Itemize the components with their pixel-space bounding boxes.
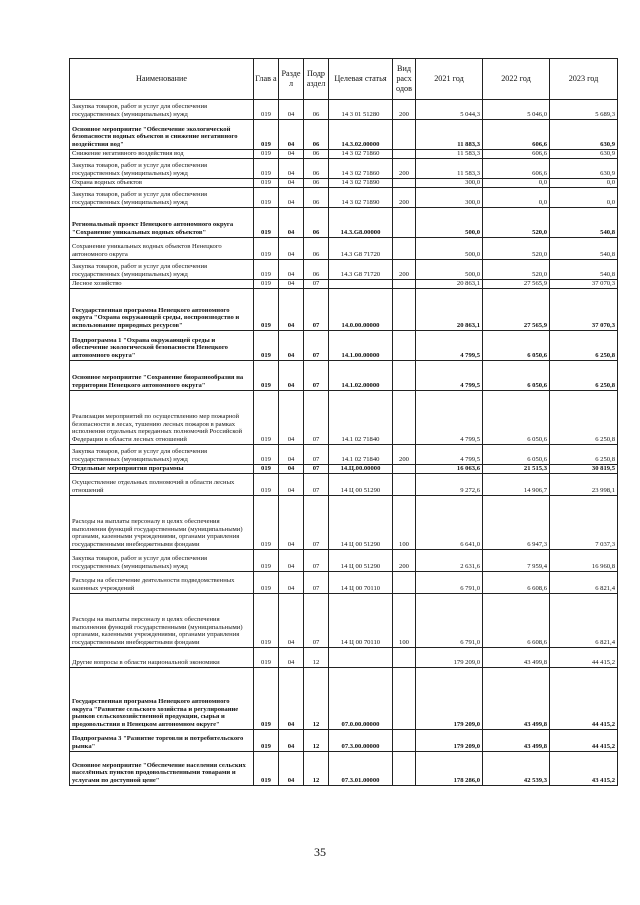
row-2022-cell: 6 947,3 (483, 496, 550, 550)
row-2021-cell: 500,0 (416, 208, 483, 238)
row-expense-type-cell: 200 (393, 100, 416, 120)
row-section-cell: 04 (279, 188, 304, 208)
row-expense-type-cell (393, 331, 416, 361)
table-row (70, 730, 618, 752)
row-expense-type-cell: 100 (393, 496, 416, 550)
row-name-cell: Сохранение уникальных водных объектов Ненецкого автономного округа (70, 238, 254, 260)
row-target-cell: 14 Ц 00 70110 (329, 572, 393, 594)
row-chapter-cell: 019 (254, 572, 279, 594)
row-expense-type-cell: 200 (393, 188, 416, 208)
row-name-cell: Подпрограмма 1 "Охрана окружающей среды и обеспечение экологической безопасности Ненецкого автономного округа" (70, 331, 254, 361)
row-target-cell: 07.3.01.00000 (329, 752, 393, 786)
row-section-cell: 04 (279, 465, 304, 474)
row-expense-type-cell (393, 668, 416, 730)
row-2021-cell: 6 641,0 (416, 496, 483, 550)
row-2023-cell: 44 415,2 (550, 648, 618, 668)
row-target-cell: 14.Ц.00.00000 (329, 465, 393, 474)
row-name-cell: Расходы на обеспечение деятельности подведомственных казенных учреждений (70, 572, 254, 594)
row-chapter-cell: 019 (254, 668, 279, 730)
row-section-cell: 04 (279, 572, 304, 594)
row-target-cell: 14.0.00.00000 (329, 289, 393, 331)
row-chapter-cell: 019 (254, 150, 279, 159)
table-row (70, 361, 618, 391)
row-target-cell: 14.1 02 71840 (329, 391, 393, 445)
row-name-cell: Закупка товаров, работ и услуг для обеспечения государственных (муниципальных) нужд (70, 188, 254, 208)
row-2023-cell: 30 819,5 (550, 465, 618, 474)
row-subsection-cell: 07 (304, 474, 329, 496)
row-2022-cell: 7 959,4 (483, 550, 550, 572)
row-target-cell: 14.3.G8.00000 (329, 208, 393, 238)
row-expense-type-cell: 200 (393, 445, 416, 465)
header-2022: 2022 год (483, 59, 550, 100)
row-name-cell: Охрана водных объектов (70, 179, 254, 188)
row-target-cell: 14 Ц 00 51290 (329, 496, 393, 550)
row-2021-cell: 20 863,1 (416, 289, 483, 331)
row-target-cell: 14 Ц 00 70110 (329, 594, 393, 648)
table-body (70, 100, 618, 786)
row-2023-cell: 6 250,8 (550, 361, 618, 391)
row-section-cell: 04 (279, 260, 304, 280)
row-subsection-cell: 12 (304, 648, 329, 668)
row-chapter-cell: 019 (254, 730, 279, 752)
row-name-cell: Закупка товаров, работ и услуг для обеспечения государственных (муниципальных) нужд (70, 260, 254, 280)
row-2022-cell: 42 539,3 (483, 752, 550, 786)
row-2021-cell: 178 286,0 (416, 752, 483, 786)
table-row (70, 280, 618, 289)
row-2021-cell: 300,0 (416, 188, 483, 208)
row-2021-cell: 6 791,0 (416, 594, 483, 648)
row-2023-cell: 0,0 (550, 179, 618, 188)
row-expense-type-cell (393, 391, 416, 445)
row-expense-type-cell (393, 208, 416, 238)
row-expense-type-cell (393, 150, 416, 159)
row-2022-cell: 6 050,6 (483, 361, 550, 391)
row-subsection-cell: 07 (304, 594, 329, 648)
row-expense-type-cell (393, 465, 416, 474)
row-chapter-cell: 019 (254, 465, 279, 474)
table-row (70, 331, 618, 361)
row-name-cell: Закупка товаров, работ и услуг для обеспечения государственных (муниципальных) нужд (70, 445, 254, 465)
row-2021-cell: 11 883,3 (416, 120, 483, 150)
row-2021-cell: 5 044,3 (416, 100, 483, 120)
row-subsection-cell: 12 (304, 730, 329, 752)
row-2022-cell: 606,6 (483, 120, 550, 150)
row-2021-cell: 4 799,5 (416, 391, 483, 445)
row-chapter-cell: 019 (254, 391, 279, 445)
row-2023-cell: 6 250,8 (550, 445, 618, 465)
row-chapter-cell: 019 (254, 188, 279, 208)
row-section-cell: 04 (279, 648, 304, 668)
row-chapter-cell: 019 (254, 752, 279, 786)
row-2022-cell: 0,0 (483, 179, 550, 188)
row-name-cell: Основное мероприятие "Обеспечение населения сельских населённых пунктов продовольственными товарами и услугами по доступной цене" (70, 752, 254, 786)
row-target-cell (329, 648, 393, 668)
row-section-cell: 04 (279, 391, 304, 445)
row-2022-cell: 0,0 (483, 188, 550, 208)
header-2023: 2023 год (550, 59, 618, 100)
row-expense-type-cell (393, 730, 416, 752)
row-expense-type-cell (393, 238, 416, 260)
row-subsection-cell: 07 (304, 572, 329, 594)
table-row (70, 496, 618, 550)
row-expense-type-cell (393, 648, 416, 668)
row-chapter-cell: 019 (254, 159, 279, 179)
row-name-cell: Другие вопросы в области национальной экономики (70, 648, 254, 668)
table-row (70, 391, 618, 445)
row-chapter-cell: 019 (254, 208, 279, 238)
row-subsection-cell: 07 (304, 445, 329, 465)
row-2023-cell: 7 037,3 (550, 496, 618, 550)
row-target-cell: 14 3 02 71860 (329, 159, 393, 179)
table-row (70, 572, 618, 594)
header-name: Наименование (70, 59, 254, 100)
row-section-cell: 04 (279, 289, 304, 331)
row-2023-cell: 6 821,4 (550, 594, 618, 648)
row-2022-cell: 43 499,8 (483, 648, 550, 668)
table-row (70, 150, 618, 159)
row-2022-cell: 606,6 (483, 150, 550, 159)
row-2022-cell: 6 050,6 (483, 445, 550, 465)
row-expense-type-cell: 100 (393, 594, 416, 648)
row-2021-cell: 9 272,6 (416, 474, 483, 496)
table-row (70, 208, 618, 238)
table-row (70, 648, 618, 668)
table-row (70, 159, 618, 179)
row-subsection-cell: 06 (304, 260, 329, 280)
row-chapter-cell: 019 (254, 238, 279, 260)
row-2023-cell: 44 415,2 (550, 730, 618, 752)
row-subsection-cell: 06 (304, 150, 329, 159)
row-2021-cell: 179 209,0 (416, 668, 483, 730)
row-section-cell: 04 (279, 752, 304, 786)
row-subsection-cell: 07 (304, 496, 329, 550)
header-expense-type: Вид расх одов (393, 59, 416, 100)
row-section-cell: 04 (279, 100, 304, 120)
row-section-cell: 04 (279, 474, 304, 496)
row-name-cell: Основное мероприятие "Сохранение биоразнообразия на территории Ненецкого автономного округа" (70, 361, 254, 391)
row-2022-cell: 27 565,9 (483, 289, 550, 331)
row-target-cell: 14.3 G8 71720 (329, 238, 393, 260)
row-2022-cell: 6 050,6 (483, 331, 550, 361)
row-expense-type-cell: 200 (393, 159, 416, 179)
row-name-cell: Осуществление отдельных полномочий в области лесных отношений (70, 474, 254, 496)
table-row (70, 474, 618, 496)
row-target-cell: 14 3 02 71860 (329, 150, 393, 159)
table-row (70, 465, 618, 474)
row-name-cell: Основное мероприятие "Обеспечение экологической безопасности водных объектов и снижение негативного воздействия вод" (70, 120, 254, 150)
row-2021-cell: 179 209,0 (416, 648, 483, 668)
row-name-cell: Лесное хозяйство (70, 280, 254, 289)
table-row (70, 668, 618, 730)
header-section: Разде л (279, 59, 304, 100)
row-subsection-cell: 07 (304, 391, 329, 445)
table-row (70, 594, 618, 648)
row-section-cell: 04 (279, 361, 304, 391)
row-expense-type-cell: 200 (393, 550, 416, 572)
row-2021-cell: 2 631,6 (416, 550, 483, 572)
row-chapter-cell: 019 (254, 648, 279, 668)
row-2023-cell: 16 960,8 (550, 550, 618, 572)
row-target-cell: 07.3.00.00000 (329, 730, 393, 752)
row-2023-cell: 0,0 (550, 188, 618, 208)
row-2023-cell: 630,9 (550, 159, 618, 179)
row-2022-cell: 606,6 (483, 159, 550, 179)
row-chapter-cell: 019 (254, 361, 279, 391)
row-2022-cell: 21 515,3 (483, 465, 550, 474)
row-expense-type-cell (393, 289, 416, 331)
row-section-cell: 04 (279, 331, 304, 361)
row-2021-cell: 16 063,6 (416, 465, 483, 474)
row-subsection-cell: 06 (304, 100, 329, 120)
table-row (70, 260, 618, 280)
row-name-cell: Закупка товаров, работ и услуг для обеспечения государственных (муниципальных) нужд (70, 100, 254, 120)
row-2022-cell: 520,0 (483, 238, 550, 260)
row-expense-type-cell (393, 179, 416, 188)
row-expense-type-cell (393, 474, 416, 496)
table-row (70, 550, 618, 572)
row-2023-cell: 630,9 (550, 150, 618, 159)
row-2021-cell: 4 799,5 (416, 445, 483, 465)
row-target-cell: 14.1 02 71840 (329, 445, 393, 465)
budget-sheet (69, 58, 617, 786)
row-subsection-cell: 07 (304, 465, 329, 474)
row-chapter-cell: 019 (254, 474, 279, 496)
row-section-cell: 04 (279, 730, 304, 752)
row-target-cell: 14.3 G8 71720 (329, 260, 393, 280)
row-chapter-cell: 019 (254, 331, 279, 361)
table-row (70, 238, 618, 260)
row-section-cell: 04 (279, 159, 304, 179)
row-2021-cell: 500,0 (416, 260, 483, 280)
row-target-cell: 14 3 02 71890 (329, 179, 393, 188)
row-section-cell: 04 (279, 280, 304, 289)
row-2022-cell: 6 608,6 (483, 594, 550, 648)
row-name-cell: Государственная программа Ненецкого автономного округа "Охрана окружающей среды, воспроизводство и использование природных ресурсов" (70, 289, 254, 331)
row-subsection-cell: 07 (304, 331, 329, 361)
row-2021-cell: 11 583,3 (416, 150, 483, 159)
row-2021-cell: 20 863,1 (416, 280, 483, 289)
row-section-cell: 04 (279, 150, 304, 159)
row-2023-cell: 5 689,3 (550, 100, 618, 120)
row-subsection-cell: 12 (304, 668, 329, 730)
row-2022-cell: 5 046,0 (483, 100, 550, 120)
row-target-cell: 07.0.00.00000 (329, 668, 393, 730)
row-chapter-cell: 019 (254, 100, 279, 120)
row-name-cell: Реализация мероприятий по осуществлению мер пожарной безопасности в лесах, тушению лесных пожаров в рамках исполнения отдельных переданных полномочий Российской Федерации в области лесных отношений (70, 391, 254, 445)
row-2022-cell: 43 499,8 (483, 730, 550, 752)
row-subsection-cell: 06 (304, 188, 329, 208)
header-chapter: Глав а (254, 59, 279, 100)
row-2023-cell: 44 415,2 (550, 668, 618, 730)
row-chapter-cell: 019 (254, 550, 279, 572)
row-2023-cell: 540,8 (550, 238, 618, 260)
row-section-cell: 04 (279, 179, 304, 188)
row-chapter-cell: 019 (254, 280, 279, 289)
row-subsection-cell: 06 (304, 159, 329, 179)
table-row (70, 188, 618, 208)
row-2022-cell: 6 050,6 (483, 391, 550, 445)
row-2022-cell: 43 499,8 (483, 668, 550, 730)
row-2023-cell: 37 070,3 (550, 289, 618, 331)
row-expense-type-cell (393, 120, 416, 150)
table-row (70, 752, 618, 786)
row-name-cell: Расходы на выплаты персоналу в целях обеспечения выполнения функций государственными (муниципальными) органами, казенными учреждениями, органами управления государственными внебюджетными фондами (70, 496, 254, 550)
row-chapter-cell: 019 (254, 445, 279, 465)
row-target-cell: 14.1.00.00000 (329, 331, 393, 361)
row-target-cell: 14 Ц 00 51290 (329, 550, 393, 572)
row-name-cell: Государственная программа Ненецкого автономного округа "Развитие сельского хозяйства и регулирование рынков сельскохозяйственной продукции, сырья и продовольствия в Ненецком автономном округе" (70, 668, 254, 730)
row-section-cell: 04 (279, 238, 304, 260)
row-subsection-cell: 06 (304, 179, 329, 188)
row-chapter-cell: 019 (254, 496, 279, 550)
row-name-cell: Отдельные мероприятия программы (70, 465, 254, 474)
row-subsection-cell: 06 (304, 120, 329, 150)
table-row (70, 445, 618, 465)
row-expense-type-cell (393, 752, 416, 786)
row-2022-cell: 6 608,6 (483, 572, 550, 594)
row-section-cell: 04 (279, 668, 304, 730)
row-name-cell: Закупка товаров, работ и услуг для обеспечения государственных (муниципальных) нужд (70, 159, 254, 179)
row-2023-cell: 6 250,8 (550, 331, 618, 361)
row-target-cell: 14 3 01 51280 (329, 100, 393, 120)
row-section-cell: 04 (279, 496, 304, 550)
row-2023-cell: 6 821,4 (550, 572, 618, 594)
row-2023-cell: 23 998,1 (550, 474, 618, 496)
row-name-cell: Снижение негативного воздействия вод (70, 150, 254, 159)
row-target-cell: 14 Ц 00 51290 (329, 474, 393, 496)
row-target-cell (329, 280, 393, 289)
row-chapter-cell: 019 (254, 179, 279, 188)
row-section-cell: 04 (279, 208, 304, 238)
row-name-cell: Закупка товаров, работ и услуг для обеспечения государственных (муниципальных) нужд (70, 550, 254, 572)
row-expense-type-cell (393, 280, 416, 289)
row-2021-cell: 6 791,0 (416, 572, 483, 594)
budget-table (69, 58, 618, 786)
row-section-cell: 04 (279, 594, 304, 648)
row-2022-cell: 520,0 (483, 260, 550, 280)
page-number: 35 (314, 845, 326, 859)
row-chapter-cell: 019 (254, 594, 279, 648)
header-subsection: Подр аздел (304, 59, 329, 100)
row-chapter-cell: 019 (254, 260, 279, 280)
row-expense-type-cell (393, 361, 416, 391)
row-2023-cell: 43 415,2 (550, 752, 618, 786)
row-2023-cell: 540,8 (550, 260, 618, 280)
header-2021: 2021 год (416, 59, 483, 100)
table-row (70, 179, 618, 188)
row-2021-cell: 4 799,5 (416, 331, 483, 361)
row-target-cell: 14 3 02 71890 (329, 188, 393, 208)
row-target-cell: 14.1.02.00000 (329, 361, 393, 391)
row-subsection-cell: 06 (304, 208, 329, 238)
row-subsection-cell: 12 (304, 752, 329, 786)
row-2023-cell: 6 250,8 (550, 391, 618, 445)
row-subsection-cell: 07 (304, 289, 329, 331)
row-name-cell: Подпрограмма 3 "Развитие торговли и потребительского рынка" (70, 730, 254, 752)
row-2021-cell: 500,0 (416, 238, 483, 260)
row-2021-cell: 4 799,5 (416, 361, 483, 391)
row-2023-cell: 37 070,3 (550, 280, 618, 289)
row-subsection-cell: 06 (304, 238, 329, 260)
row-2022-cell: 14 906,7 (483, 474, 550, 496)
header-target-article: Целевая статья (329, 59, 393, 100)
row-section-cell: 04 (279, 120, 304, 150)
row-expense-type-cell: 200 (393, 260, 416, 280)
row-2022-cell: 520,0 (483, 208, 550, 238)
row-chapter-cell: 019 (254, 289, 279, 331)
row-2023-cell: 630,9 (550, 120, 618, 150)
row-2022-cell: 27 565,9 (483, 280, 550, 289)
table-header-row (70, 59, 618, 100)
row-subsection-cell: 07 (304, 280, 329, 289)
row-2021-cell: 11 583,3 (416, 159, 483, 179)
table-row (70, 120, 618, 150)
row-chapter-cell: 019 (254, 120, 279, 150)
row-section-cell: 04 (279, 550, 304, 572)
row-subsection-cell: 07 (304, 361, 329, 391)
row-2021-cell: 300,0 (416, 179, 483, 188)
row-target-cell: 14.3.02.00000 (329, 120, 393, 150)
row-subsection-cell: 07 (304, 550, 329, 572)
table-row (70, 289, 618, 331)
row-expense-type-cell (393, 572, 416, 594)
row-2023-cell: 540,8 (550, 208, 618, 238)
row-name-cell: Расходы на выплаты персоналу в целях обеспечения выполнения функций государственными (муниципальными) органами, казенными учреждениями, органами управления государственными внебюджетными фондами (70, 594, 254, 648)
row-name-cell: Региональный проект Ненецкого автономного округа "Сохранение уникальных водных объектов" (70, 208, 254, 238)
row-section-cell: 04 (279, 445, 304, 465)
row-2021-cell: 179 209,0 (416, 730, 483, 752)
table-row (70, 100, 618, 120)
